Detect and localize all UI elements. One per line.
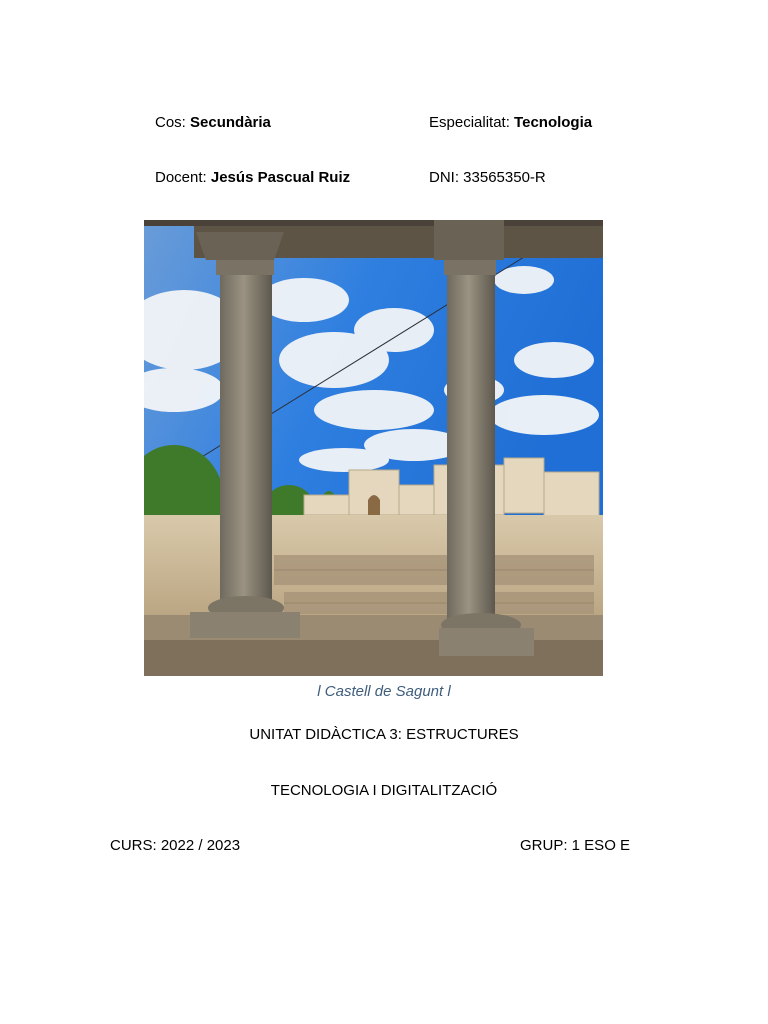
cos-field bbox=[155, 114, 271, 132]
dni-field: DNI: 33565350-R bbox=[429, 169, 546, 186]
photo-caption: l Castell de Sagunt l bbox=[317, 683, 451, 700]
docent-value: Jesús Pascual Ruiz bbox=[210, 169, 351, 186]
grup-label: GRUP: 1 ESO E bbox=[520, 837, 631, 854]
especialitat-field bbox=[429, 114, 592, 132]
especialitat-label: Especialitat: bbox=[429, 114, 510, 131]
especialitat-value: Tecnologia bbox=[514, 114, 593, 131]
docent-label: Docent: bbox=[155, 169, 207, 186]
unit-title: UNITAT DIDÀCTICA 3: ESTRUCTURES bbox=[249, 726, 519, 743]
curs-label: CURS: 2022 / 2023 bbox=[110, 837, 241, 854]
cos-label: Cos: bbox=[155, 114, 186, 131]
subject-title: TECNOLOGIA I DIGITALITZACIÓ bbox=[270, 782, 498, 799]
castle-photo bbox=[144, 220, 603, 676]
cos-value: Secundària bbox=[190, 114, 271, 131]
docent-field bbox=[155, 169, 350, 187]
